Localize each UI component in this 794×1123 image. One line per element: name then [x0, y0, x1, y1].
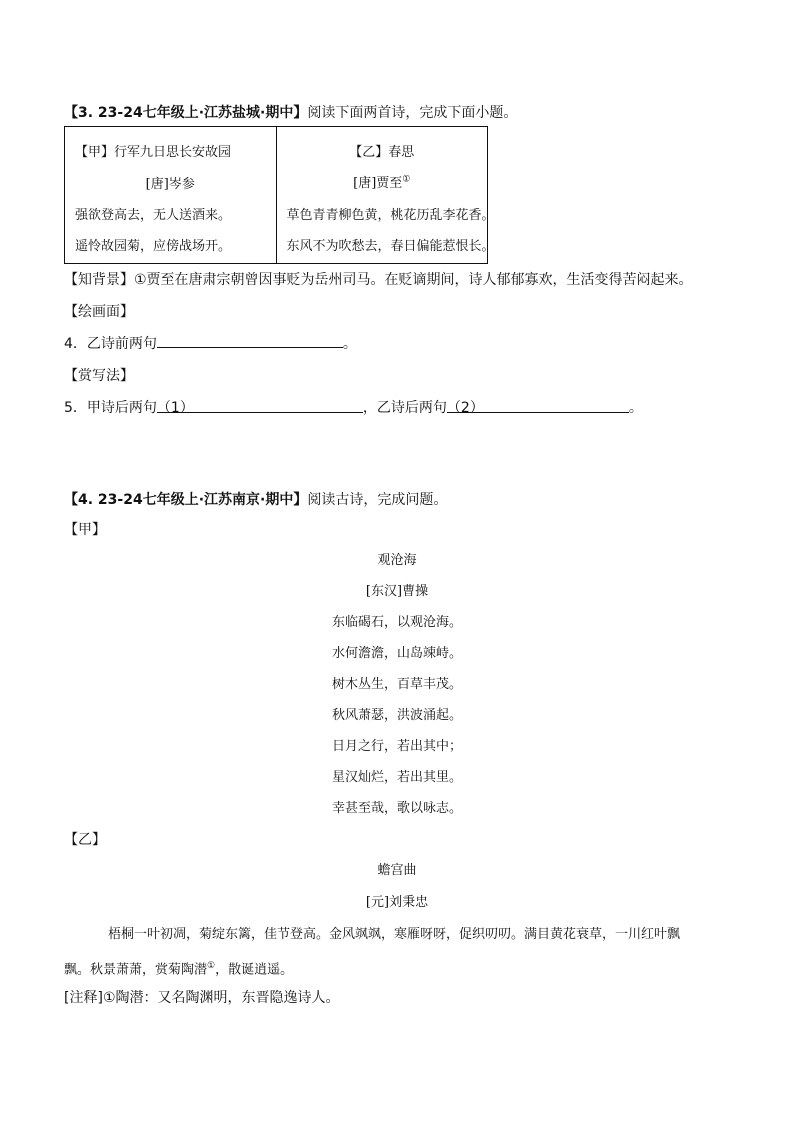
guancanghai-line-4: 秋风萧瑟，洪波涌起。 [331, 708, 462, 723]
poem-a-line-2: 遥怜故园菊，应傍战场开。 [75, 239, 232, 254]
guancanghai-line-3: 树木丛生，百草丰茂。 [331, 677, 462, 692]
label-yi: 【乙】 [64, 832, 106, 848]
changgongqu-text-line-1: 梧桐一叶初凋，菊绽东篱，佳节登高。金风飒飒，寒雁呀呀，促织叨叨。满目黄花衰草，一川红叶飘 [108, 927, 681, 942]
section-draw-heading: 【绘画面】 [64, 304, 134, 320]
changgongqu-text-line-2 [64, 956, 293, 980]
footnote [64, 988, 340, 1008]
q4-suffix: 。 [342, 336, 357, 352]
section-appreciate-heading: 【赏写法】 [64, 368, 134, 384]
poem-a-cell [65, 127, 277, 264]
q4-header [64, 490, 447, 510]
guancanghai-line-5: 日月之行，若出其中； [331, 739, 462, 754]
q3-header [64, 103, 517, 123]
q5-suffix: 。 [628, 400, 643, 416]
poem-b-line-1: 草色青青柳色黄，桃花历乱李花香。 [286, 208, 495, 223]
changgongqu-author: [元]刘秉忠 [365, 895, 429, 910]
taoqian-footnote-mark: ① [207, 961, 216, 971]
poem-a-title: 【甲】行军九日思长安故园 [75, 145, 232, 160]
label-jia: 【甲】 [64, 522, 106, 538]
poem-b-title: 【乙】春思 [349, 145, 415, 160]
guancanghai-line-6: 星汉灿烂，若出其里。 [331, 770, 462, 785]
poem-a-author: [唐]岑参 [145, 177, 195, 192]
poem-b-cell [276, 127, 495, 264]
q3-source: 【3. 23-24七年级上·江苏盐城·期中】 [64, 105, 308, 121]
guancanghai-line-1: 东临碣石，以观沧海。 [331, 615, 462, 630]
question-5 [64, 398, 643, 418]
guancanghai-title: 观沧海 [377, 553, 417, 568]
q5-answer-blank-2[interactable] [446, 398, 629, 416]
q4-source: 【4. 23-24七年级上·江苏南京·期中】 [64, 492, 308, 508]
q5-answer-blank-1[interactable] [156, 398, 363, 416]
poem-b-author-line [277, 172, 488, 191]
changgongqu-title: 蟾宫曲 [377, 863, 417, 878]
q4-answer-blank[interactable] [157, 333, 343, 348]
guancanghai-line-7: 幸甚至哉，歌以咏志。 [331, 801, 462, 816]
changgongqu-line2-b: ，散诞逍遥。 [215, 962, 294, 978]
q5-blank1-label: （1） [156, 400, 194, 416]
question-4 [64, 333, 357, 354]
footnote-label: [注释] [64, 990, 103, 1006]
poem-b-line-2: 东风不为吹愁去，春日偏能惹恨长。 [286, 239, 495, 254]
background-text: ①贾至在唐肃宗朝曾因事贬为岳州司马。在贬谪期间，诗人郁郁寡欢，生活变得苦闷起来。 [134, 272, 693, 288]
q4-prefix: 4．乙诗前两句 [64, 336, 157, 352]
poem-table [64, 126, 495, 264]
guancanghai-line-2: 水何澹澹，山岛竦峙。 [331, 646, 462, 661]
q4-instruction: 阅读古诗，完成问题。 [307, 492, 448, 508]
background-label: 【知背景】 [64, 272, 134, 288]
q5-prefix: 5．甲诗后两句 [64, 400, 157, 416]
q5-blank2-label: （2） [446, 400, 484, 416]
q3-instruction: 阅读下面两首诗，完成下面小题。 [307, 105, 518, 121]
poem-b-footnote-mark: ① [402, 174, 411, 185]
poem-a-line-1: 强欲登高去，无人送酒来。 [75, 208, 232, 223]
footnote-text: ①陶潜：又名陶渊明，东晋隐逸诗人。 [102, 990, 340, 1006]
background-note [64, 270, 693, 290]
poem-b-author: [唐]贾至 [353, 176, 403, 191]
q5-middle: ，乙诗后两句 [362, 400, 447, 416]
guancanghai-author: [东汉]曹操 [365, 584, 429, 599]
changgongqu-line2-a: 飘。秋景萧萧，赏菊陶潜 [64, 962, 208, 978]
